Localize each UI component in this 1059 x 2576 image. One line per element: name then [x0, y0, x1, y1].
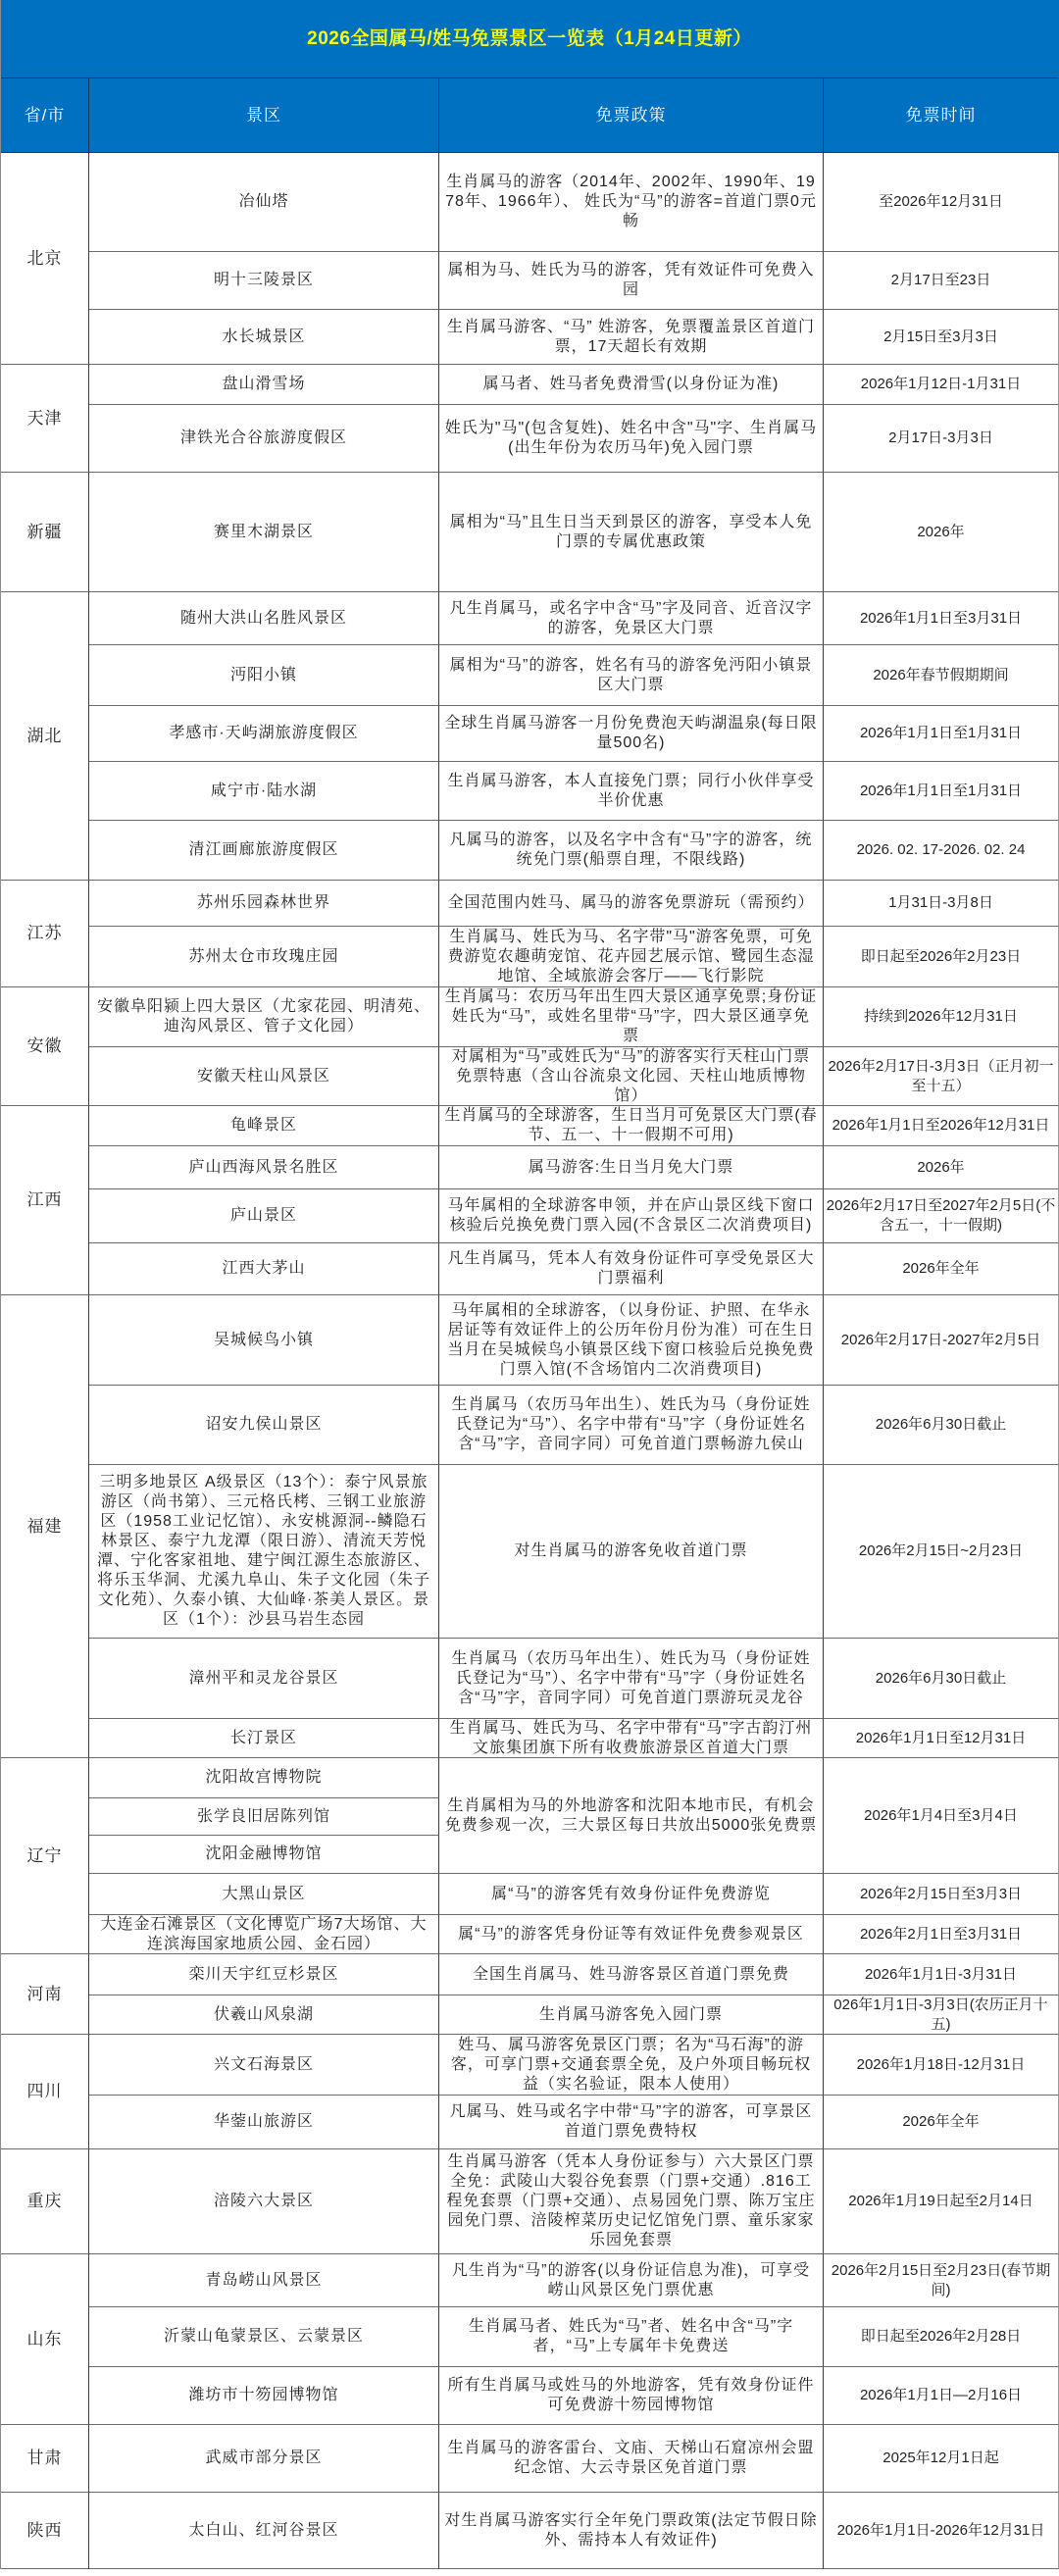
- time-cell: 2026年: [824, 1146, 1059, 1189]
- scenic-cell: 栾川天宇红豆杉景区: [89, 1954, 439, 1995]
- scenic-cell: 孝感市·天屿湖旅游度假区: [89, 706, 439, 762]
- policy-cell: 凡属马、姓马或名字中带“马”字的游客，可享景区首道门票免费特权: [439, 2096, 824, 2149]
- scenic-cell: 诏安九侯山景区: [89, 1386, 439, 1465]
- policy-cell: 凡属马的游客，以及名字中含有“马”字的游客，统统免门票(船票自理，不限线路): [439, 821, 824, 881]
- policy-cell: 全国生肖属马、姓马游客景区首道门票免费: [439, 1954, 824, 1995]
- scenic-cell: 冶仙塔: [89, 153, 439, 252]
- scenic-cell: 安徽天柱山风景区: [89, 1047, 439, 1106]
- policy-cell: 生肖属马（农历马年出生）、姓氏为马（身份证姓氏登记为“马”）、名字中带有“马”字（身份证姓名含“马”字，音同字同）可免首道门票游玩灵龙谷: [439, 1639, 824, 1719]
- scenic-cell: 庐山景区: [89, 1189, 439, 1243]
- time-cell: 2026年: [824, 473, 1059, 592]
- policy-cell: 生肖属马的游客雷台、文庙、天梯山石窟凉州会盟纪念馆、大云寺景区免首道门票: [439, 2425, 824, 2493]
- scenic-cell: 大黑山景区: [89, 1874, 439, 1915]
- scenic-cell: 长汀景区: [89, 1719, 439, 1758]
- policy-cell: 凡生肖属马，凭本人有效身份证件可享受免景区大门票福利: [439, 1243, 824, 1295]
- policy-cell: 全国范围内姓马、属马的游客免票游玩（需预约）: [439, 881, 824, 927]
- time-cell: 2026年1月1日—2月16日: [824, 2367, 1059, 2425]
- policy-cell: 对属相为“马”或姓氏为“马”的游客实行天柱山门票免票特惠（含山谷流泉文化园、天柱山地质博物馆）: [439, 1047, 824, 1106]
- time-cell-merged: 2026年1月4日至3月4日: [824, 1758, 1059, 1874]
- time-cell: 2026年2月17日-2027年2月5日: [824, 1295, 1059, 1386]
- time-cell: 2026年1月1日-2026年12月31日: [824, 2493, 1059, 2569]
- time-cell: 2026年全年: [824, 2096, 1059, 2149]
- province-cell: 北京: [1, 153, 89, 365]
- policy-cell: 生肖属马（农历马年出生）、姓氏为马（身份证姓氏登记为“马”）、名字中带有“马”字（身份证姓名含“马”字，音同字同）可免首道门票畅游九侯山: [439, 1386, 824, 1465]
- province-cell: 新疆: [1, 473, 89, 592]
- scenic-cell: 龟峰景区: [89, 1106, 439, 1146]
- scenic-cell: 清江画廊旅游度假区: [89, 821, 439, 881]
- time-cell: 2026年春节假期期间: [824, 645, 1059, 706]
- scenic-cell: 张学良旧居陈列馆: [89, 1798, 439, 1836]
- scenic-cell: 苏州太仓市玫瑰庄园: [89, 927, 439, 987]
- time-cell: 2026年2月15日至2月23日(春节期间): [824, 2254, 1059, 2307]
- policy-cell: 属相为“马”且生日当天到景区的游客，享受本人免门票的专属优惠政策: [439, 473, 824, 592]
- scenic-cell: 赛里木湖景区: [89, 473, 439, 592]
- province-cell: 陕西: [1, 2493, 89, 2569]
- policy-cell: 全球生肖属马游客一月份免费泡天屿湖温泉(每日限量500名): [439, 706, 824, 762]
- time-cell: 2026年1月12日-1月31日: [824, 365, 1059, 405]
- province-cell: 湖北: [1, 592, 89, 881]
- scenic-cell: 华蓥山旅游区: [89, 2096, 439, 2149]
- time-cell: 2026年1月1日至2026年12月31日: [824, 1106, 1059, 1146]
- scenic-cell: 伏羲山风泉湖: [89, 1995, 439, 2035]
- scenic-cell: 吴城候鸟小镇: [89, 1295, 439, 1386]
- policy-cell: 生肖属马游客（凭本人身份证参与）六大景区门票全免：武陵山大裂谷免套票（门票+交通）.816工程免套票（门票+交通）、点易园免门票、陈万宝庄园免门票、涪陵榨菜历史记忆馆免门票、童乐家家乐园免套票: [439, 2149, 824, 2254]
- scenic-cell: 江西大茅山: [89, 1243, 439, 1295]
- time-cell: 2026年2月1日至3月31日: [824, 1915, 1059, 1954]
- column-header-province: 省/市: [1, 78, 89, 153]
- policy-cell: 生肖属马游客、“马” 姓游客，免票覆盖景区首道门票，17天超长有效期: [439, 310, 824, 365]
- time-cell: 2026年2月17日-3月3日（正月初一至十五）: [824, 1047, 1059, 1106]
- policy-cell: 凡生肖属马，或名字中含“马”字及同音、近音汉字的游客，免景区大门票: [439, 592, 824, 645]
- policy-cell: 生肖属马的全球游客，生日当月可免景区大门票(春节、五一、十一假期不可用): [439, 1106, 824, 1146]
- policy-cell: 对生肖属马游客实行全年免门票政策(法定节假日除外、需持本人有效证件): [439, 2493, 824, 2569]
- time-cell: 2026年1月18日-12月31日: [824, 2035, 1059, 2096]
- time-cell: 2026年1月1日至12月31日: [824, 1719, 1059, 1758]
- policy-cell: 属相为“马”的游客，姓名有马的游客免沔阳小镇景区大门票: [439, 645, 824, 706]
- scenic-cell: 盘山滑雪场: [89, 365, 439, 405]
- policy-cell: 所有生肖属马或姓马的外地游客，凭有效身份证件可免费游十笏园博物馆: [439, 2367, 824, 2425]
- scenic-cell: 潍坊市十笏园博物馆: [89, 2367, 439, 2425]
- scenic-cell: 涪陵六大景区: [89, 2149, 439, 2254]
- time-cell: 即日起至2026年2月23日: [824, 927, 1059, 987]
- time-cell: 即日起至2026年2月28日: [824, 2307, 1059, 2367]
- policy-cell: 马年属相的全球游客申领，并在庐山景区线下窗口核验后兑换免费门票入园(不含景区二次消费项目): [439, 1189, 824, 1243]
- scenic-cell: 随州大洪山名胜风景区: [89, 592, 439, 645]
- time-cell: 2026年1月1日至1月31日: [824, 762, 1059, 821]
- column-header-policy: 免票政策: [439, 78, 824, 153]
- province-cell: 甘肃: [1, 2425, 89, 2493]
- province-cell: 天津: [1, 365, 89, 473]
- province-cell: 福建: [1, 1295, 89, 1758]
- scenic-cell: 沈阳故宫博物院: [89, 1758, 439, 1798]
- scenic-cell: 青岛崂山风景区: [89, 2254, 439, 2307]
- time-cell: 2025年12月1日起: [824, 2425, 1059, 2493]
- time-cell: 2026年1月1日至3月31日: [824, 592, 1059, 645]
- scenic-cell: 水长城景区: [89, 310, 439, 365]
- column-header-scenic: 景区: [89, 78, 439, 153]
- time-cell: 2026年1月19日起至2月14日: [824, 2149, 1059, 2254]
- scenic-cell: 庐山西海风景名胜区: [89, 1146, 439, 1189]
- time-cell: 1月31日-3月8日: [824, 881, 1059, 927]
- time-cell: 2月15日至3月3日: [824, 310, 1059, 365]
- policy-cell: 姓马、属马游客免景区门票；名为“马石海”的游客，可享门票+交通套票全免，及户外项目畅玩权益（实名验证，限本人使用）: [439, 2035, 824, 2096]
- policy-cell: 属马者、姓马者免费滑雪(以身份证为准): [439, 365, 824, 405]
- scenic-cell: 苏州乐园森林世界: [89, 881, 439, 927]
- policy-cell: 马年属相的全球游客，（以身份证、护照、在华永居证等有效证件上的公历年份月份为准）可在生日当月在吴城候鸟小镇景区线下窗口核验后兑换免费门票入馆(不含场馆内二次消费项目): [439, 1295, 824, 1386]
- scenic-cell: 安徽阜阳颍上四大景区（尤家花园、明清苑、迪沟风景区、管子文化园）: [89, 987, 439, 1047]
- time-cell: 2026年全年: [824, 1243, 1059, 1295]
- scenic-cell: 明十三陵景区: [89, 252, 439, 310]
- time-cell: 至2026年12月31日: [824, 153, 1059, 252]
- policy-cell: 凡生肖为“马”的游客(以身份证信息为准)，可享受崂山风景区免门票优惠: [439, 2254, 824, 2307]
- scenic-cell: 沈阳金融博物馆: [89, 1836, 439, 1874]
- scenic-cell: 太白山、红河谷景区: [89, 2493, 439, 2569]
- scenic-cell: 津铁光合谷旅游度假区: [89, 405, 439, 473]
- policy-cell: 生肖属马者、姓氏为“马”者、姓名中含“马”字者，“马”上专属年卡免费送: [439, 2307, 824, 2367]
- time-cell: 2026年6月30日截止: [824, 1639, 1059, 1719]
- table-title: 2026全国属马/姓马免票景区一览表（1月24日更新）: [1, 0, 1059, 78]
- policy-cell: 生肖属马：农历马年出生四大景区通享免票;身份证姓氏为“马”，或姓名里带“马”字，四大景区通享免票: [439, 987, 824, 1047]
- time-cell: 2月17日至23日: [824, 252, 1059, 310]
- time-cell: 持续到2026年12月31日: [824, 987, 1059, 1047]
- province-cell: 重庆: [1, 2149, 89, 2254]
- time-cell: 2026年2月15日~2月23日: [824, 1465, 1059, 1639]
- policy-cell: 生肖属马、姓氏为马、名字中带有“马”字古韵汀州文旅集团旗下所有收费旅游景区首道大门票: [439, 1719, 824, 1758]
- scenic-cell: 沂蒙山龟蒙景区、云蒙景区: [89, 2307, 439, 2367]
- policy-cell: 姓氏为"马"(包含复姓)、姓名中含"马"字、生肖属马(出生年份为农历马年)免入园门票: [439, 405, 824, 473]
- policy-cell: 对生肖属马的游客免收首道门票: [439, 1465, 824, 1639]
- scenic-cell: 漳州平和灵龙谷景区: [89, 1639, 439, 1719]
- time-cell: 026年1月1日-3月3日(农历正月十五): [824, 1995, 1059, 2035]
- policy-cell: 生肖属马游客，本人直接免门票；同行小伙伴享受半价优惠: [439, 762, 824, 821]
- policy-cell: 生肖属马游客免入园门票: [439, 1995, 824, 2035]
- province-cell: 江苏: [1, 881, 89, 987]
- time-cell: 2026年1月1日至1月31日: [824, 706, 1059, 762]
- scenic-cell: 咸宁市·陆水湖: [89, 762, 439, 821]
- policy-cell: 生肖属马的游客（2014年、2002年、1990年、1978年、1966年）、 姓氏为“马”的游客=首道门票0元畅: [439, 153, 824, 252]
- scenic-cell: 大连金石滩景区（文化博览广场7大场馆、大连滨海国家地质公园、金石园）: [89, 1915, 439, 1954]
- scenic-cell: 武威市部分景区: [89, 2425, 439, 2493]
- time-cell: 2026年2月17日至2027年2月5日(不含五一，十一假期): [824, 1189, 1059, 1243]
- policy-cell: 属“马”的游客凭身份证等有效证件免费参观景区: [439, 1915, 824, 1954]
- province-cell: 河南: [1, 1954, 89, 2035]
- time-cell: 2026年2月15日至3月3日: [824, 1874, 1059, 1915]
- policy-cell-merged: 生肖属相为马的外地游客和沈阳本地市民，有机会免费参观一次，三大景区每日共放出5000张免费票: [439, 1758, 824, 1874]
- province-cell: 辽宁: [1, 1758, 89, 1954]
- province-cell: 山东: [1, 2254, 89, 2425]
- time-cell: 2026. 02. 17-2026. 02. 24: [824, 821, 1059, 881]
- province-cell: 四川: [1, 2035, 89, 2149]
- scenic-cell: 兴文石海景区: [89, 2035, 439, 2096]
- policy-cell: 属“马”的游客凭有效身份证件免费游览: [439, 1874, 824, 1915]
- province-cell: 江西: [1, 1106, 89, 1295]
- time-cell: 2026年1月1日-3月31日: [824, 1954, 1059, 1995]
- time-cell: 2月17日-3月3日: [824, 405, 1059, 473]
- time-cell: 2026年6月30日截止: [824, 1386, 1059, 1465]
- policy-cell: 生肖属马、姓氏为马、名字带"马"游客免票，可免费游览农趣萌宠馆、花卉园艺展示馆、鹭园生态湿地馆、全域旅游会客厅——飞行影院: [439, 927, 824, 987]
- province-cell: 安徽: [1, 987, 89, 1106]
- scenic-cell: 三明多地景区 A级景区（13个）：泰宁风景旅游区（尚书第）、三元格氏栲、三钢工业旅游区（1958工业记忆馆）、永安桃源洞--鳞隐石林景区、泰宁九龙潭（限日游）、清流天芳悦潭、宁化客家祖地、建宁闽江源生态旅游区、将乐玉华洞、尤溪九阜山、朱子文化园（朱子文化苑）、久泰小镇、大仙峰·茶美人景区。景区（1个）：沙县马岩生态园: [89, 1465, 439, 1639]
- column-header-time: 免票时间: [824, 78, 1059, 153]
- policy-cell: 属马游客:生日当月免大门票: [439, 1146, 824, 1189]
- policy-cell: 属相为马、姓氏为马的游客，凭有效证件可免费入园: [439, 252, 824, 310]
- scenic-cell: 沔阳小镇: [89, 645, 439, 706]
